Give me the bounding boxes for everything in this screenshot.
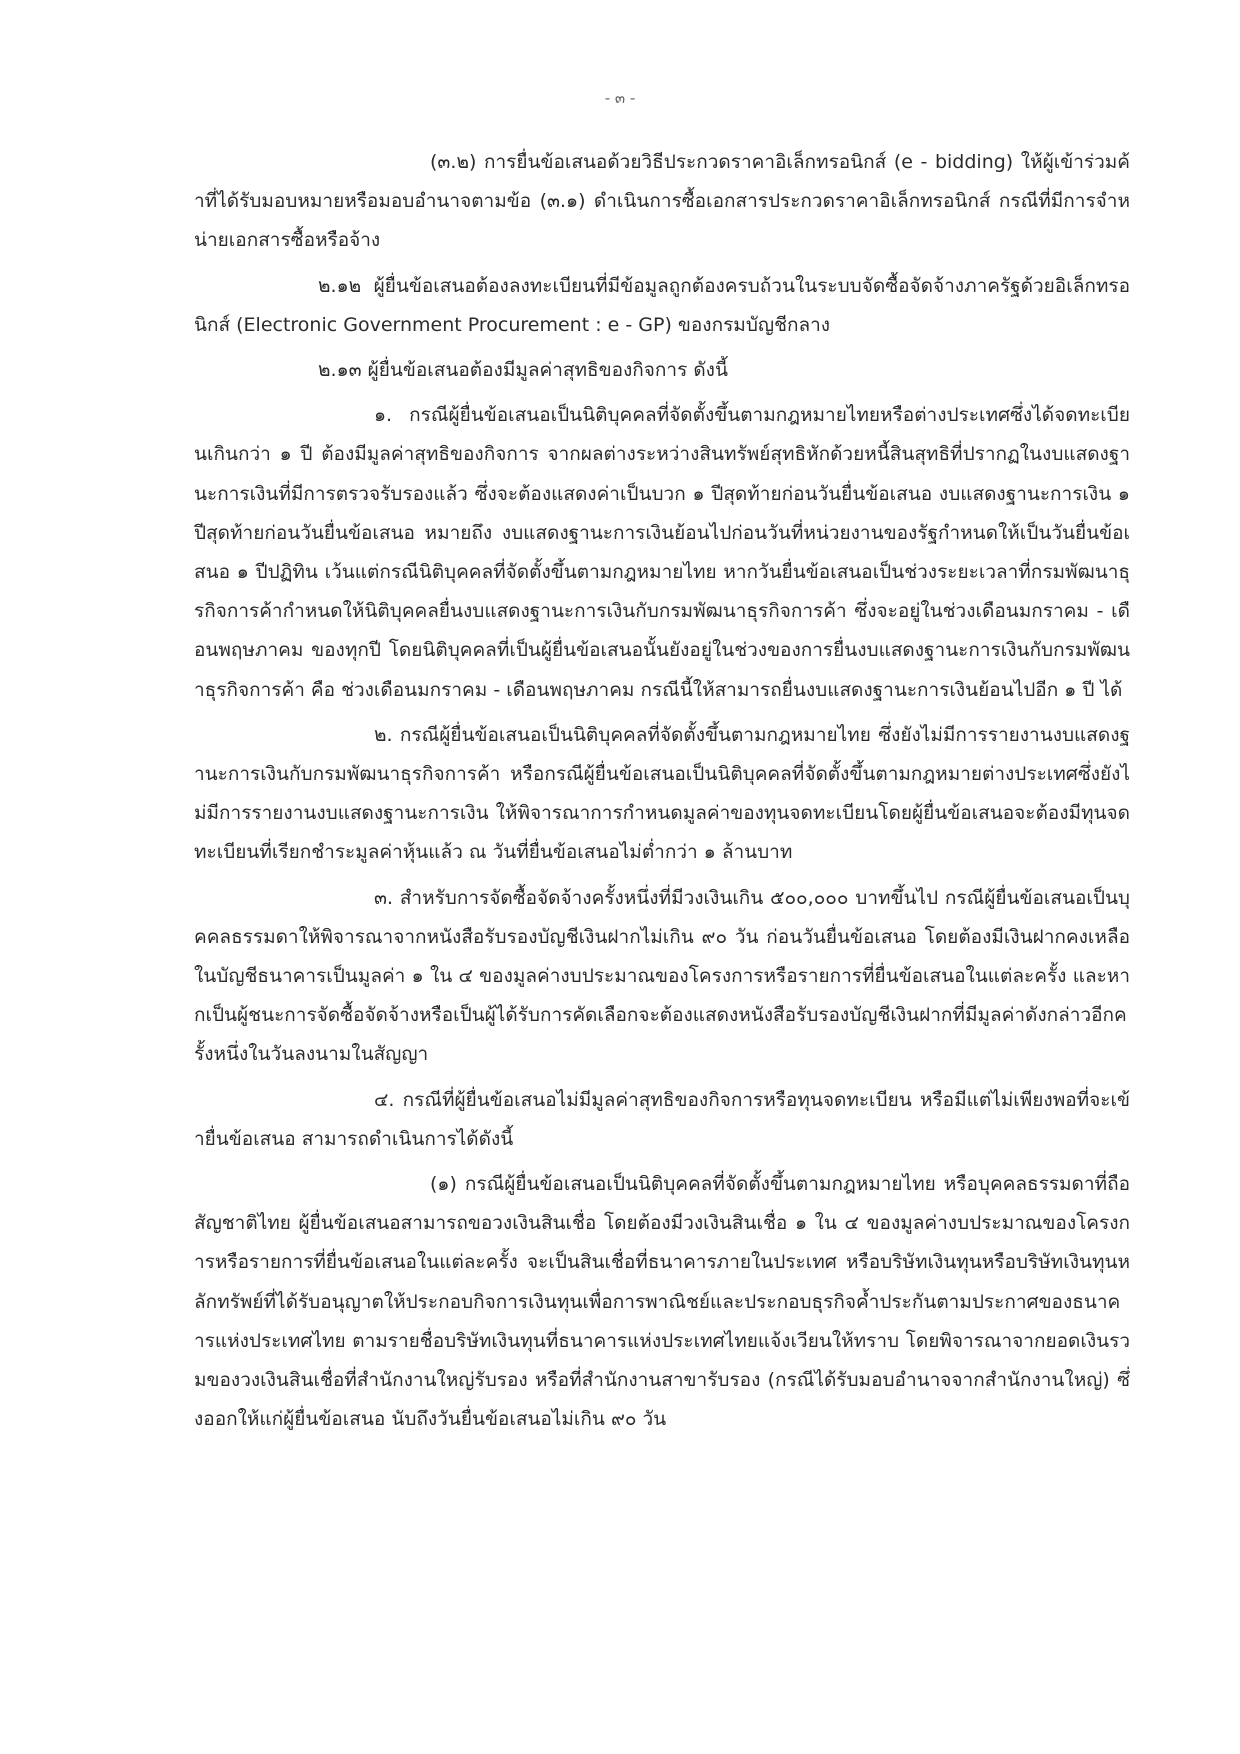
- paragraph-2-12: ๒.๑๒ ผู้ยื่นข้อเสนอต้องลงทะเบียนที่มีข้อมูลถูกต้องครบถ้วนในระบบจัดซื้อจัดจ้างภาครัฐด้วยอิเล็กทรอนิกส์ (Electronic Government Procurement : e - GP) ของกรมบัญชีกลาง: [194, 274, 1130, 336]
- paragraph-item-3: ๓. สำหรับการจัดซื้อจัดจ้างครั้งหนึ่งที่มีวงเงินเกิน ๕๐๐,๐๐๐ บาทขึ้นไป กรณีผู้ยื่นข้อเสนอเป็นบุคคลธรรมดาให้พิจารณาจากหนังสือรับรองบัญชีเงินฝากไม่เกิน ๙๐ วัน ก่อนวันยื่นข้อเสนอ โดยต้องมีเงินฝากคงเหลือในบัญชีธนาคารเป็นมูลค่า ๑ ใน ๔ ของมูลค่างบประมาณของโครงการหรือรายการที่ยื่นข้อเสนอในแต่ละครั้ง และหากเป็นผู้ชนะการจัดซื้อจัดจ้างหรือเป็นผู้ได้รับการคัดเลือกจะต้องแสดงหนังสือรับรองบัญชีเงินฝากที่มีมูลค่าดังกล่าวอีกครั้งหนึ่งในวันลงนามในสัญญา: [194, 886, 1130, 1066]
- paragraph-3-2: (๓.๒) การยื่นข้อเสนอด้วยวิธีประกวดราคาอิเล็กทรอนิกส์ (e - bidding) ให้ผู้เข้าร่วมค้าที่ได้รับมอบหมายหรือมอบอำนาจตามข้อ (๓.๑) ดำเนินการซื้อเอกสารประกวดราคาอิเล็กทรอนิกส์ กรณีที่มีการจำหน่ายเอกสารซื้อหรือจ้าง: [194, 151, 1130, 252]
- paragraph-item-1: ๑. กรณีผู้ยื่นข้อเสนอเป็นนิติบุคคลที่จัดตั้งขึ้นตามกฎหมายไทยหรือต่างประเทศซึ่งได้จดทะเบียนเกินกว่า ๑ ปี ต้องมีมูลค่าสุทธิของกิจการ จากผลต่างระหว่างสินทรัพย์สุทธิหักด้วยหนี้สินสุทธิที่ปรากฏในงบแสดงฐานะการเงินที่มีการตรวจรับรองแล้ว ซึ่งจะต้องแสดงค่าเป็นบวก ๑ ปีสุดท้ายก่อนวันยื่นข้อเสนอ งบแสดงฐานะการเงิน ๑ ปีสุดท้ายก่อนวันยื่นข้อเสนอ หมายถึง งบแสดงฐานะการเงินย้อนไปก่อนวันที่หน่วยงานของรัฐกำหนดให้เป็นวันยื่นข้อเสนอ ๑ ปีปฏิทิน เว้นแต่กรณีนิติบุคคลที่จัดตั้งขึ้นตามกฎหมายไทย หากวันยื่นข้อเสนอเป็นช่วงระยะเวลาที่กรมพัฒนาธุรกิจการค้ากำหนดให้นิติบุคคลยื่นงบแสดงฐานะการเงินกับกรมพัฒนาธุรกิจการค้า ซึ่งจะอยู่ในช่วงเดือนมกราคม - เดือนพฤษภาคม ของทุกปี โดยนิติบุคคลที่เป็นผู้ยื่นข้อเสนอนั้นยังอยู่ในช่วงของการยื่นงบแสดงฐานะการเงินกับกรมพัฒนาธุรกิจการค้า คือ ช่วงเดือนมกราคม - เดือนพฤษภาคม กรณีนี้ให้สามารถยื่นงบแสดงฐานะการเงินย้อนไปอีก ๑ ปี ได้: [194, 404, 1130, 701]
- paragraph-2-13: ๒.๑๓ ผู้ยื่นข้อเสนอต้องมีมูลค่าสุทธิของกิจการ ดังนี้: [318, 359, 728, 382]
- paragraph-item-4: ๔. กรณีที่ผู้ยื่นข้อเสนอไม่มีมูลค่าสุทธิของกิจการหรือทุนจดทะเบียน หรือมีแต่ไม่เพียงพอที่จะเข้ายื่นข้อเสนอ สามารถดำเนินการได้ดังนี้: [194, 1088, 1130, 1150]
- paragraph-item-2: ๒. กรณีผู้ยื่นข้อเสนอเป็นนิติบุคคลที่จัดตั้งขึ้นตามกฎหมายไทย ซึ่งยังไม่มีการรายงานงบแสดงฐานะการเงินกับกรมพัฒนาธุรกิจการค้า หรือกรณีผู้ยื่นข้อเสนอเป็นนิติบุคคลที่จัดตั้งขึ้นตามกฎหมายต่างประเทศซึ่งยังไม่มีการรายงานงบแสดงฐานะการเงิน ให้พิจารณาการกำหนดมูลค่าของทุนจดทะเบียนโดยผู้ยื่นข้อเสนอจะต้องมีทุนจดทะเบียนที่เรียกชำระมูลค่าหุ้นแล้ว ณ วันที่ยื่นข้อเสนอไม่ต่ำกว่า ๑ ล้านบาท: [194, 723, 1130, 864]
- paragraph-item-4-1: (๑) กรณีผู้ยื่นข้อเสนอเป็นนิติบุคคลที่จัดตั้งขึ้นตามกฎหมายไทย หรือบุคคลธรรมดาที่ถือสัญชาติไทย ผู้ยื่นข้อเสนอสามารถขอวงเงินสินเชื่อ โดยต้องมีวงเงินสินเชื่อ ๑ ใน ๔ ของมูลค่างบประมาณของโครงการหรือรายการที่ยื่นข้อเสนอในแต่ละครั้ง จะเป็นสินเชื่อที่ธนาคารภายในประเทศ หรือบริษัทเงินทุนหรือบริษัทเงินทุนหลักทรัพย์ที่ได้รับอนุญาตให้ประกอบกิจการเงินทุนเพื่อการพาณิชย์และประกอบธุรกิจค้ำประกันตามประกาศของธนาคารแห่งประเทศไทย ตามรายชื่อบริษัทเงินทุนที่ธนาคารแห่งประเทศไทยแจ้งเวียนให้ทราบ โดยพิจารณาจากยอดเงินรวมของวงเงินสินเชื่อที่สำนักงานใหญ่รับรอง หรือที่สำนักงานสาขารับรอง (กรณีได้รับมอบอำนาจจากสำนักงานใหญ่) ซึ่งออกให้แก่ผู้ยื่นข้อเสนอ นับถึงวันยื่นข้อเสนอไม่เกิน ๙๐ วัน: [194, 1173, 1130, 1431]
- document-body: [194, 143, 1130, 1446]
- page-number: - ๓ -: [604, 89, 636, 107]
